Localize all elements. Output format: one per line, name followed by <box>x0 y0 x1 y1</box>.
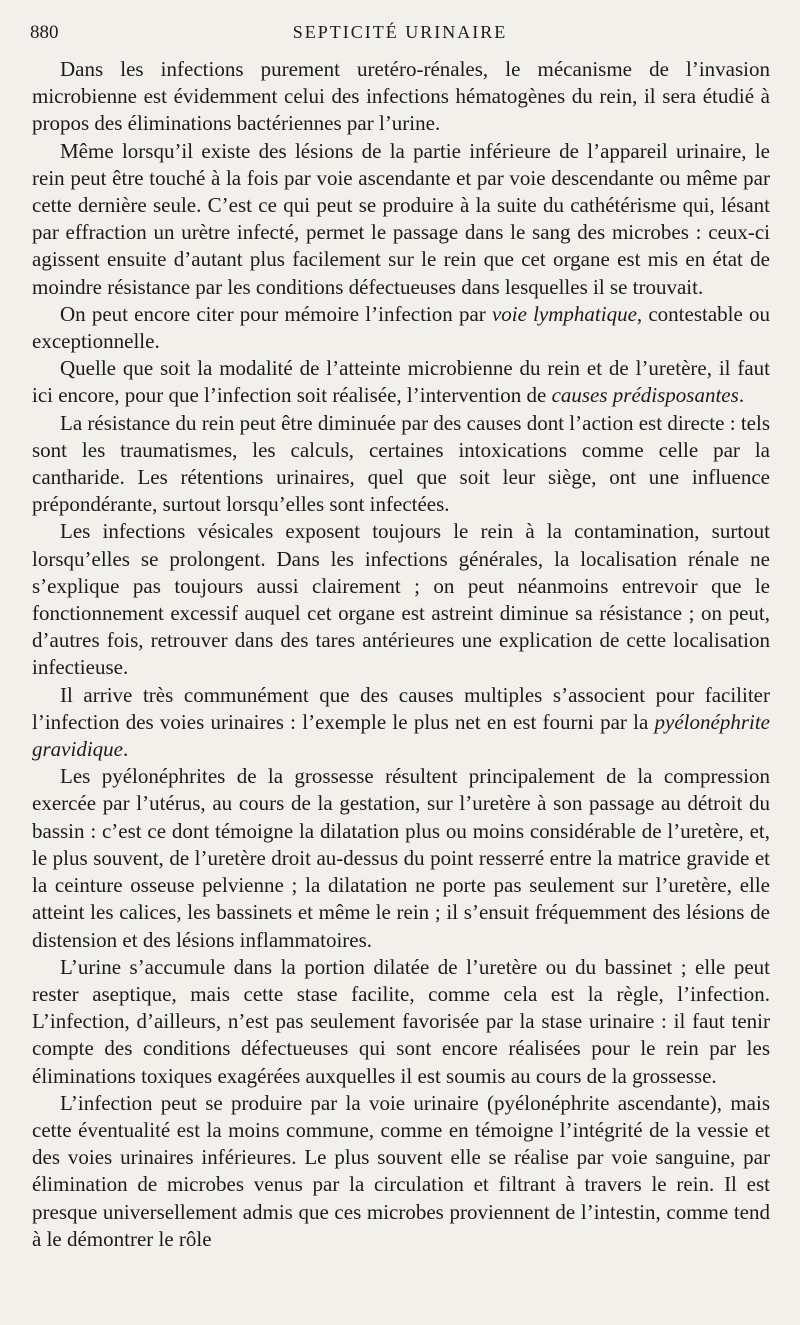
paragraph: Quelle que soit la modalité de l’atteinte microbienne du rein et de l’uretère, il faut ici encore, pour que l’infection soit réalisée, l’intervention de causes prédisposantes. <box>32 356 770 408</box>
paragraph: Dans les infections purement uretéro-rénales, le mécanisme de l’invasion microbienne est évidemment celui des infections hématogènes du rein, il sera étudié à propos des éliminations bactériennes par l’urine. <box>32 57 770 136</box>
paragraph: L’urine s’accumule dans la portion dilatée de l’uretère ou du bassinet ; elle peut rester aseptique, mais cette stase facilite, comme cela est la règle, l’infection. L’infection, d’ailleurs, n’est pas seulement favorisée par la stase urinaire : il faut tenir compte des conditions défectueuses qui sont encore réalisées pour le rein par les éliminations toxiques exagérées auxquelles il est soumis au cours de la grossesse. <box>32 954 770 1088</box>
paragraph: Les infections vésicales exposent toujours le rein à la contamination, surtout lorsqu’elles se prolongent. Dans les infections générales, la localisation rénale ne s’explique pas toujours aussi clairement ; on peut néanmoins entrevoir que le fonctionnement excessif auquel cet organe est astreint diminue sa résistance ; on peut, d’autres fois, retrouver dans des tares antérieures une explication de cette localisation infectieuse. <box>32 519 770 680</box>
running-title: SEPTICITÉ URINAIRE <box>292 22 508 42</box>
paragraph: On peut encore citer pour mémoire l’infection par voie lymphatique, contestable ou exceptionnelle. <box>32 301 770 354</box>
paragraph: L’infection peut se produire par la voie urinaire (pyélonéphrite ascendante), mais cette éventualité est la moins commune, comme en témoigne l’intégrité de la vessie et des voies urinaires inférieures. Le plus souvent elle se réalise par voie sanguine, par élimination de microbes venus par la circulation et filtrant à travers le rein. Il est presque universellement admis que ces microbes proviennent de l’intestin, comme tend à le démontrer le rôle <box>32 1090 770 1251</box>
body-text <box>30 56 770 1253</box>
paragraph: La résistance du rein peut être diminuée par des causes dont l’action est directe : tels sont les traumatismes, les calculs, certaines intoxications comme celle par la cantharide. Les rétentions urinaires, quel que soit leur siège, ont une influence prépondérante, surtout lorsqu’elles sont infectées. <box>32 410 770 517</box>
paragraph: Les pyélonéphrites de la grossesse résultent principalement de la compression exercée par l’utérus, au cours de la gestation, sur l’uretère à son passage au détroit du bassin : c’est ce dont témoigne la dilatation plus ou moins considérable de l’uretère, et, le plus souvent, de l’uretère droit au-dessus du point resserré entre la matrice gravide et la ceinture osseuse pelvienne ; la dilatation ne porte pas seulement sur l’uretère, elle atteint les calices, les bassinets et même le rein ; il s’ensuit fréquemment des lésions de distension et des lésions inflammatoires. <box>32 764 770 952</box>
italic-term: pyélonéphrite gravidique <box>32 709 770 762</box>
page-header <box>30 22 770 56</box>
page-number: 880 <box>30 22 59 43</box>
paragraph: Même lorsqu’il existe des lésions de la partie inférieure de l’appareil urinaire, le rein peut être touché à la fois par voie ascendante et par voie descendante ou même par cette dernière seule. C’est ce qui peut se produire à la suite du cathétérisme qui, lésant par effraction un urètre infecté, permet le passage dans le sang des microbes : ceux-ci agissent ensuite d’autant plus facilement sur le rein que cet organe est mis en état de moindre résistance par les conditions défectueuses dans lesquelles il se trouvait. <box>32 138 770 299</box>
italic-term: voie lymphatique <box>491 301 637 326</box>
italic-term: causes prédisposantes <box>551 383 739 408</box>
paragraph: Il arrive très communément que des causes multiples s’associent pour faciliter l’infection des voies urinaires : l’exemple le plus net en est fourni par la pyélonéphrite gravidique. <box>32 682 770 762</box>
